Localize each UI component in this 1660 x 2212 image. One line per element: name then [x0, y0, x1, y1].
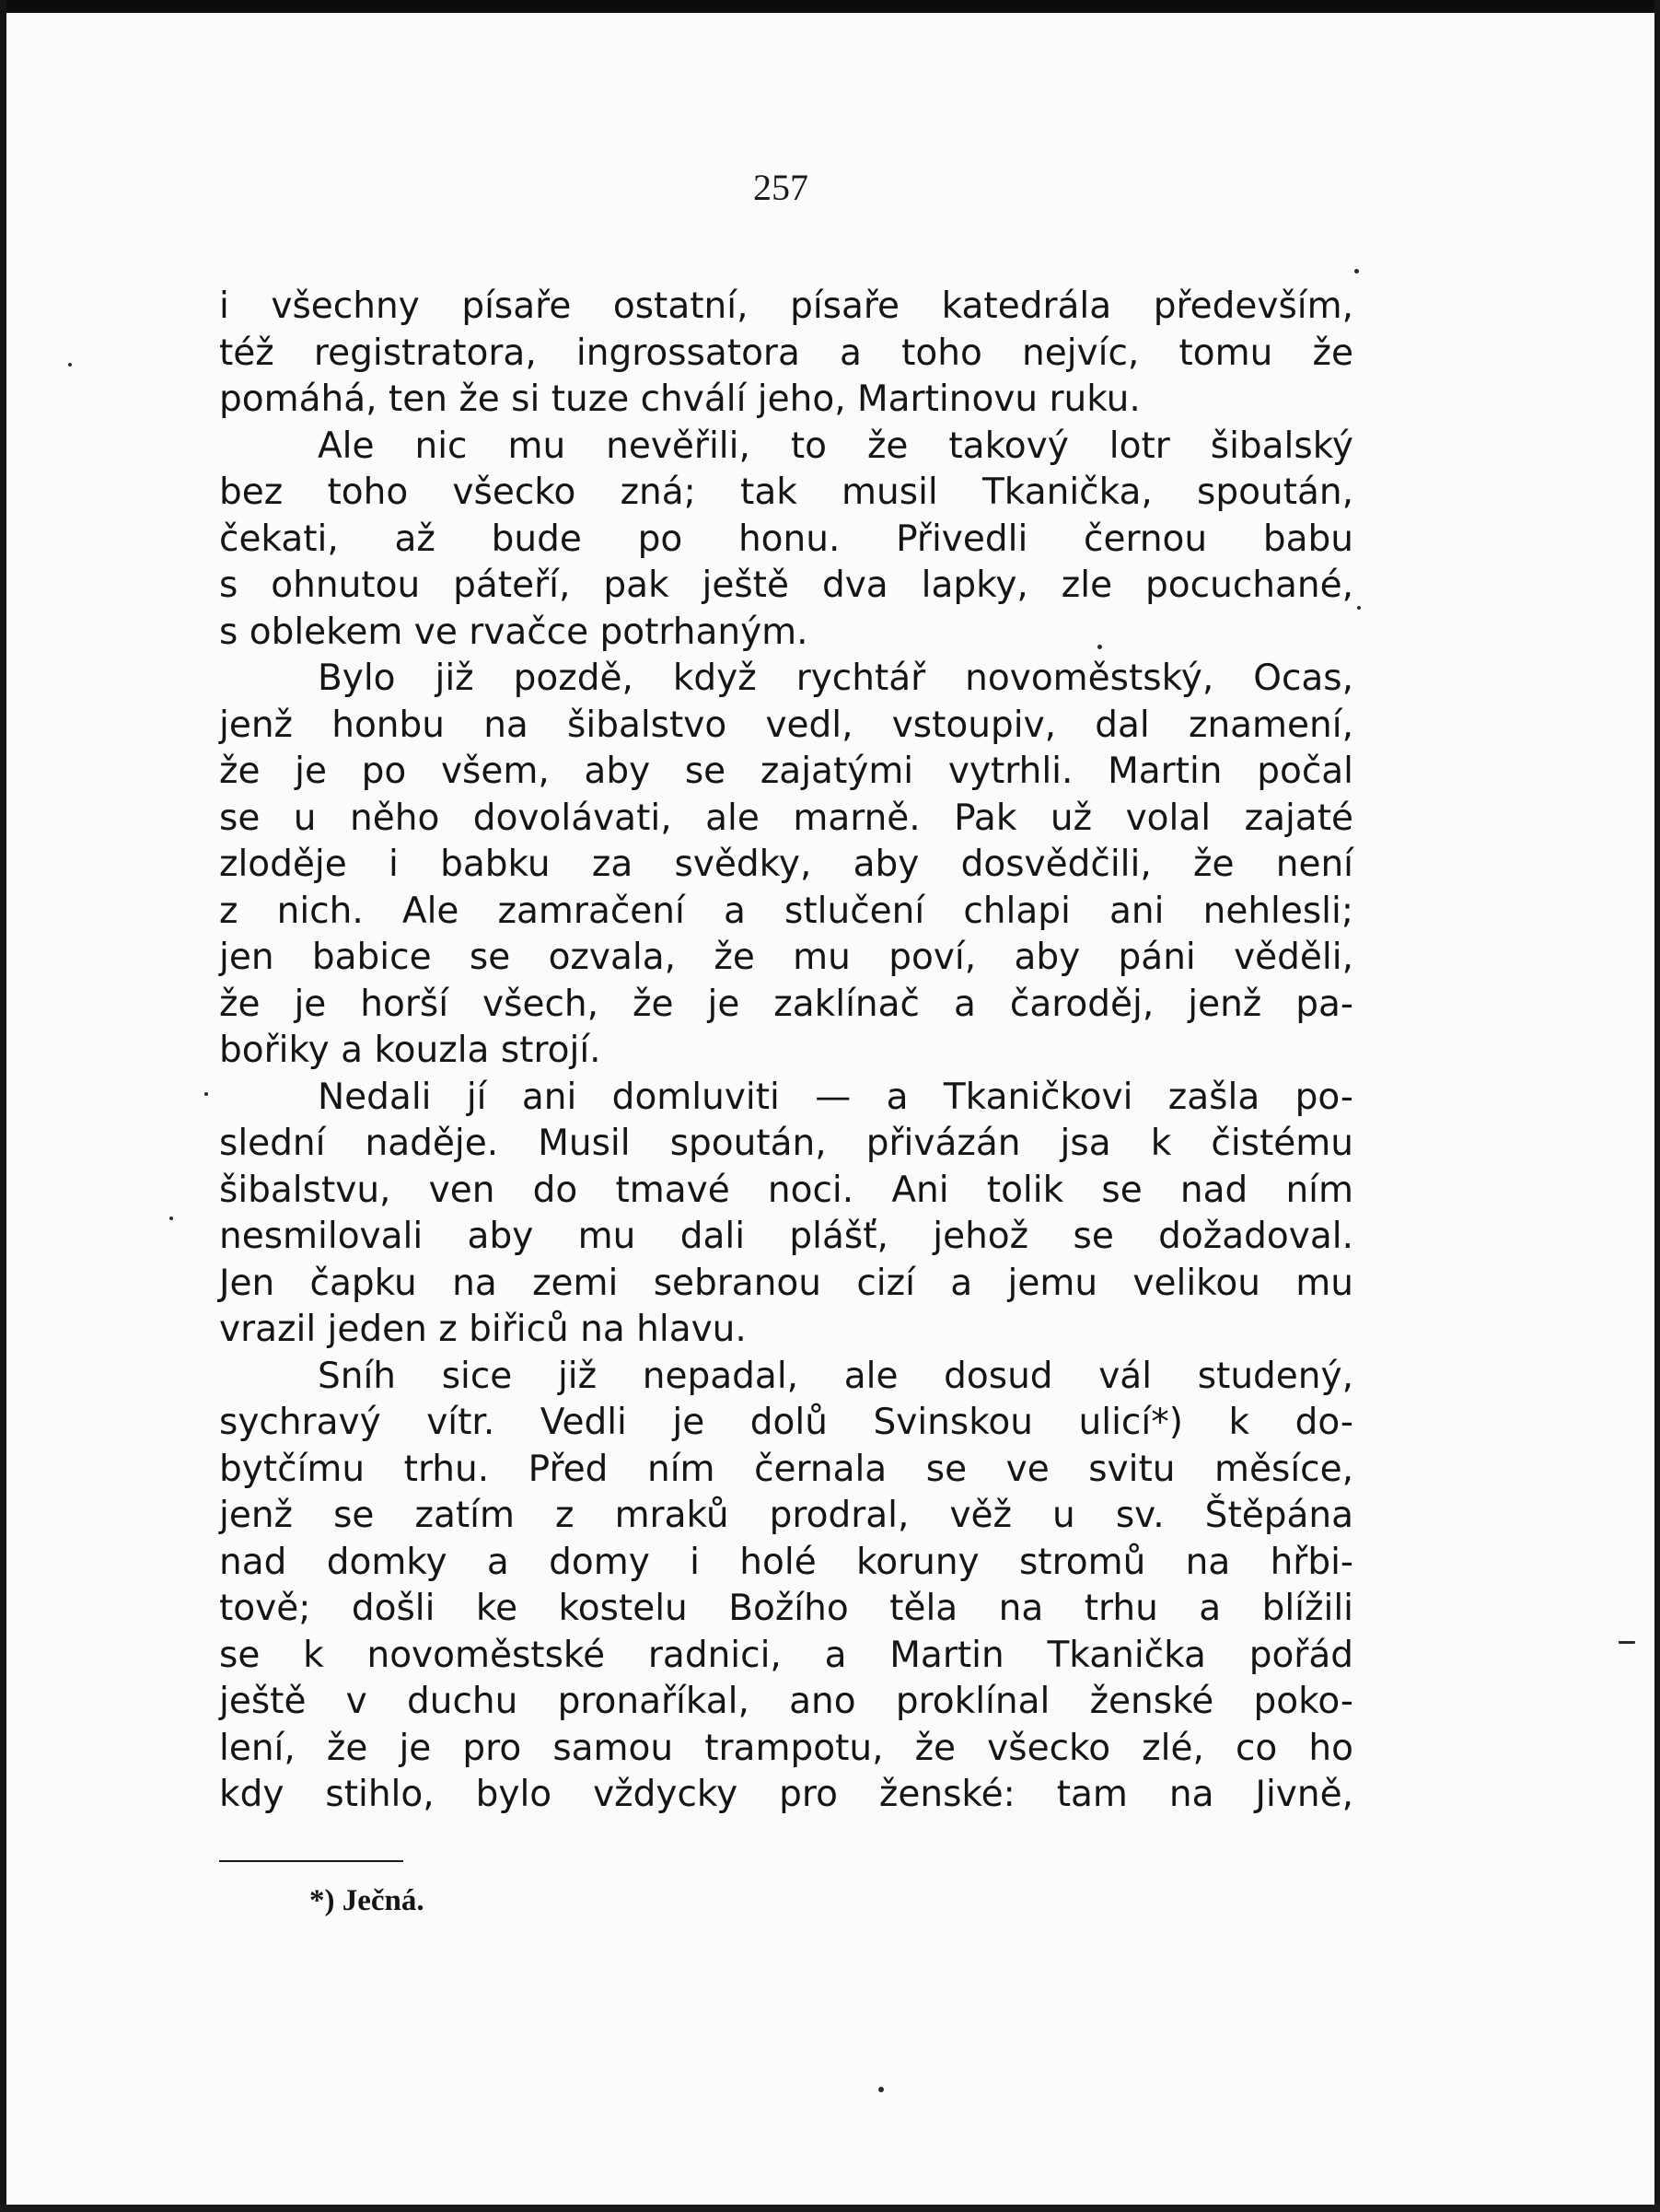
scan-border-right [1654, 0, 1660, 2212]
text-line: kdy stihlo, bylo vždycky pro ženské: tam na Jivně, [219, 1774, 1353, 1815]
text-line: se k novoměstské radnici, a Martin Tkanička pořád [219, 1634, 1353, 1676]
text-line: s ohnutou páteří, pak ještě dva lapky, zle pocuchané, [219, 565, 1353, 606]
text-line: ještě v duchu pronaříkal, ano proklínal ženské poko- [219, 1681, 1353, 1722]
text-line: Jen čapku na zemi sebranou cizí a jemu velikou mu [219, 1262, 1353, 1304]
text-line: Sníh sice již nepadal, ale dosud vál studený, [318, 1355, 1353, 1397]
dust-speck [1357, 606, 1361, 610]
scan-border-top [0, 0, 1660, 13]
text-line: Bylo již pozdě, když rychtář novoměstský, Ocas, [318, 658, 1353, 699]
text-line: s oblekem ve rvačce potrhaným. [219, 611, 808, 653]
dust-speck [1097, 645, 1102, 649]
text-line: vrazil jeden z biřiců na hlavu. [219, 1309, 747, 1350]
text-line: z nich. Ale zamračení a stlučení chlapi ani nehlesli; [219, 890, 1353, 932]
dust-speck [68, 363, 72, 367]
dust-speck [204, 1092, 208, 1096]
text-line: sychravý vítr. Vedli je dolů Svinskou ulicí*) k do- [219, 1402, 1353, 1443]
footnote: *) Ječná. [309, 1884, 424, 1917]
text-line: slední naděje. Musil spoután, přivázán jsa k čistému [219, 1123, 1353, 1164]
text-line: tově; došli ke kostelu Božího těla na trhu a blížili [219, 1588, 1353, 1629]
scan-border-bottom [0, 2205, 1660, 2212]
text-line: nad domky a domy i holé koruny stromů na hřbi- [219, 1541, 1353, 1583]
text-line: šibalstvu, ven do tmavé noci. Ani tolik se nad ním [219, 1169, 1353, 1211]
page-number: 257 [753, 167, 808, 208]
text-line: i všechny písaře ostatní, písaře katedrála především, [219, 285, 1353, 327]
text-line: bytčímu trhu. Před ním černala se ve svitu měsíce, [219, 1448, 1353, 1490]
text-line: čekati, až bude po honu. Přivedli černou babu [219, 518, 1353, 560]
text-line: též registratora, ingrossatora a toho nejvíc, tomu že [219, 332, 1353, 374]
footnote-rule [219, 1860, 403, 1862]
text-line: jenž se zatím z mraků prodral, věž u sv. Štěpána [219, 1495, 1353, 1536]
text-line: že je horší všech, že je zaklínač a čaroděj, jenž pa- [219, 983, 1353, 1025]
body-text [219, 284, 1353, 1819]
text-line: jenž honbu na šibalstvo vedl, vstoupiv, dal znamení, [219, 704, 1353, 746]
text-line: bez toho všecko zná; tak musil Tkanička, spoután, [219, 472, 1353, 513]
text-line: Nedali jí ani domluviti — a Tkaničkovi zašla po- [318, 1076, 1353, 1118]
text-line: pomáhá, ten že si tuze chválí jeho, Martinovu ruku. [219, 378, 1141, 420]
text-line: Ale nic mu nevěřili, to že takový lotr šibalský [318, 425, 1353, 467]
text-line: zloděje i babku za svědky, aby dosvědčili, že není [219, 844, 1353, 885]
text-line: se u něho dovolávati, ale marně. Pak už volal zajaté [219, 797, 1353, 839]
dust-speck [1354, 269, 1359, 274]
dust-speck [1619, 1641, 1635, 1644]
text-line: nesmilovali aby mu dali plášť, jehož se dožadoval. [219, 1216, 1353, 1257]
text-line: bořiky a kouzla strojí. [219, 1030, 601, 1071]
text-line: že je po všem, aby se zajatými vytrhli. Martin počal [219, 751, 1353, 792]
dust-speck [169, 1217, 173, 1220]
dust-speck [878, 2087, 884, 2092]
text-line: jen babice se ozvala, že mu poví, aby páni věděli, [219, 937, 1353, 978]
text-line: lení, že je pro samou trampotu, že všecko zlé, co ho [219, 1727, 1353, 1769]
scan-border-left [0, 0, 6, 2212]
